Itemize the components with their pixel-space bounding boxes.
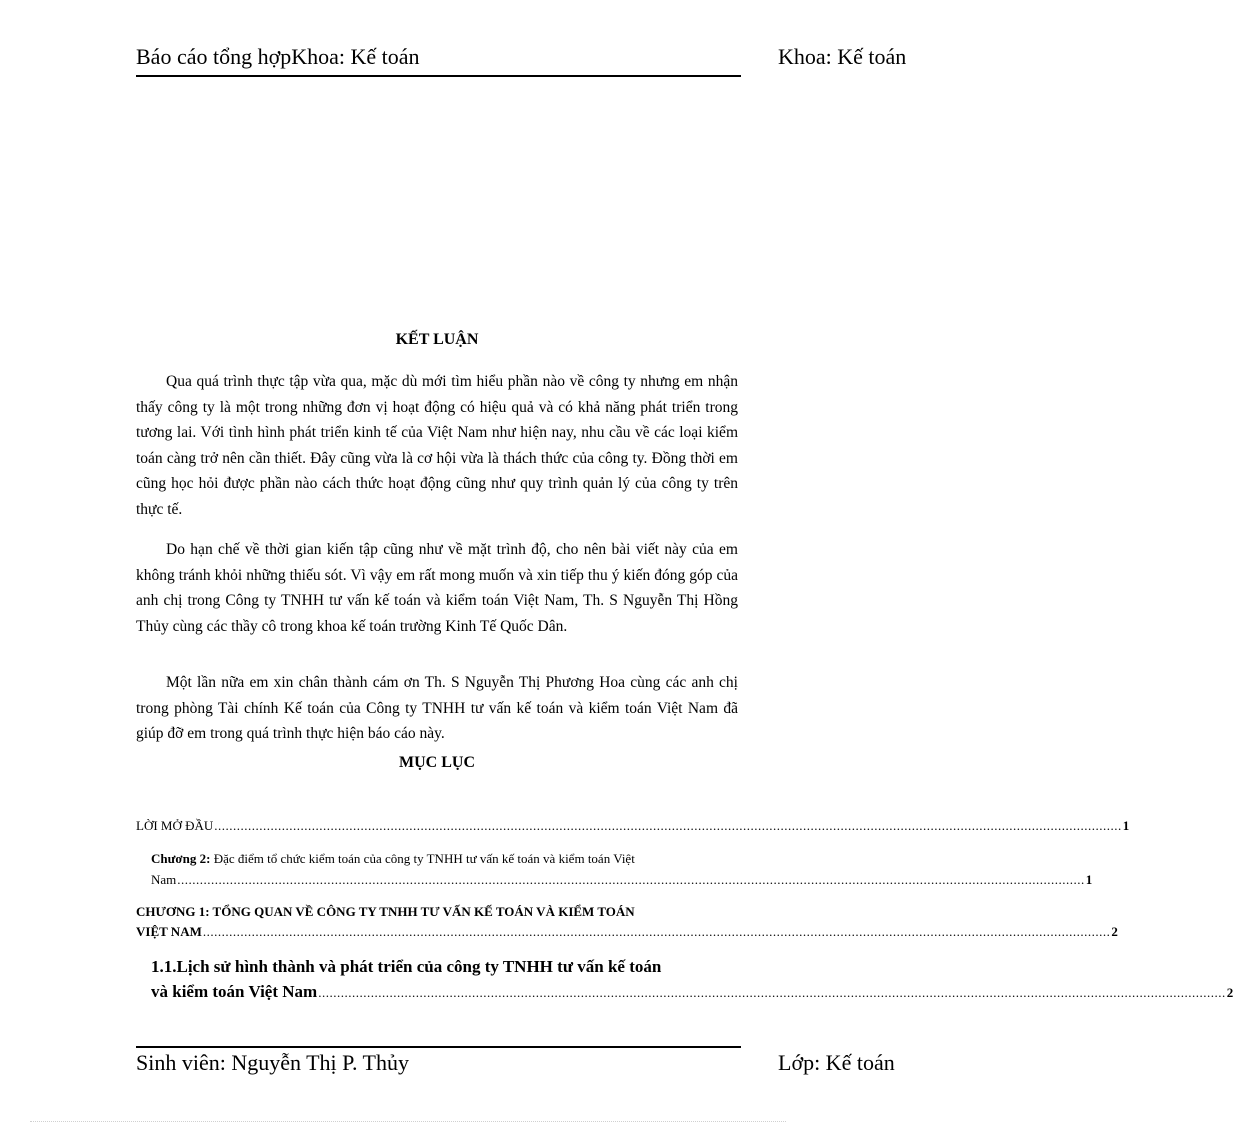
conclusion-title: KẾT LUẬN	[395, 331, 479, 348]
toc-leader	[214, 818, 1122, 834]
toc-page-number: 2	[1111, 924, 1118, 939]
footer-class: Lớp: Kế toán	[778, 1050, 895, 1075]
toc-entry-intro[interactable]	[136, 818, 1130, 834]
toc-entry-text: Đặc điểm tổ chức kiểm toán của công ty TNHH tư vấn kế toán và kiểm toán Việt	[210, 851, 635, 866]
toc-leader	[318, 985, 1226, 1001]
toc-entry-text: Nam	[151, 872, 177, 887]
toc-entry-text: VIỆT NAM	[136, 924, 202, 939]
toc-page-number: 1	[1085, 872, 1093, 887]
toc-entry-text: và kiểm toán Việt Nam	[151, 982, 318, 1001]
footer-student-name: Sinh viên: Nguyễn Thị P. Thủy	[136, 1050, 409, 1075]
toc-leader	[177, 872, 1085, 888]
toc-entry-section-1-1-line2[interactable]	[151, 982, 1233, 1002]
conclusion-paragraph-1: Qua quá trình thực tập vừa qua, mặc dù mới tìm hiểu phần nào về công ty nhưng em nhận thấy công ty là một trong những đơn vị hoạt động có hiệu quả và có khả năng phát triển trong tương lai. Với tình hình phát triển kinh tế của Việt Nam như hiện nay, nhu cầu về các loại kiểm toán càng trở nên cần thiết. Đây cũng vừa là cơ hội vừa là thách thức của công ty. Đồng thời em cũng học hỏi được phần nào cách thức hoạt động cũng như quy trình quản lý của công ty trên thực tế.	[136, 373, 738, 518]
header-divider	[136, 75, 741, 77]
header-title: Báo cáo tổng hợpKhoa: Kế toán	[136, 44, 420, 69]
header-right-text: Khoa: Kế toán	[778, 44, 907, 69]
toc-entry-section-1-1-line1[interactable]: 1.1.Lịch sử hình thành và phát triển của công ty TNHH tư vấn kế toán	[151, 957, 662, 976]
toc-entry-label: LỜI MỞ ĐẦU	[136, 818, 214, 833]
page-bottom-edge	[30, 1121, 786, 1122]
toc-title: MỤC LỤC	[399, 754, 475, 771]
toc-leader	[203, 924, 1111, 940]
toc-entry-chapter1-line2[interactable]	[136, 924, 1118, 940]
toc-entry-chapter2-line1[interactable]	[151, 851, 635, 867]
footer-divider	[136, 1046, 741, 1048]
toc-entry-chapter2-line2[interactable]	[151, 872, 1093, 888]
conclusion-paragraph-2: Do hạn chế về thời gian kiến tập cũng như về mặt trình độ, cho nên bài viết này của em không tránh khỏi những thiếu sót. Vì vậy em rất mong muốn và xin tiếp thu ý kiến đóng góp của anh chị trong Công ty TNHH tư vấn kế toán và kiểm toán Việt Nam, Th. S Nguyễn Thị Hồng Thủy cùng các thầy cô trong khoa kế toán trường Kinh Tế Quốc Dân.	[136, 541, 738, 635]
conclusion-paragraph-3: Một lần nữa em xin chân thành cám ơn Th. S Nguyễn Thị Phương Hoa cùng các anh chị trong phòng Tài chính Kế toán của Công ty TNHH tư vấn kế toán và kiểm toán Việt Nam đã giúp đỡ em trong quá trình thực hiện báo cáo này.	[136, 674, 738, 742]
toc-page-number: 2	[1226, 985, 1233, 1000]
toc-page-number: 1	[1122, 818, 1130, 833]
toc-entry-label: Chương 2:	[151, 851, 211, 866]
toc-entry-chapter1-line1[interactable]: CHƯƠNG 1: TỔNG QUAN VỀ CÔNG TY TNHH TƯ VẤN KẾ TOÁN VÀ KIỂM TOÁN	[136, 904, 635, 919]
